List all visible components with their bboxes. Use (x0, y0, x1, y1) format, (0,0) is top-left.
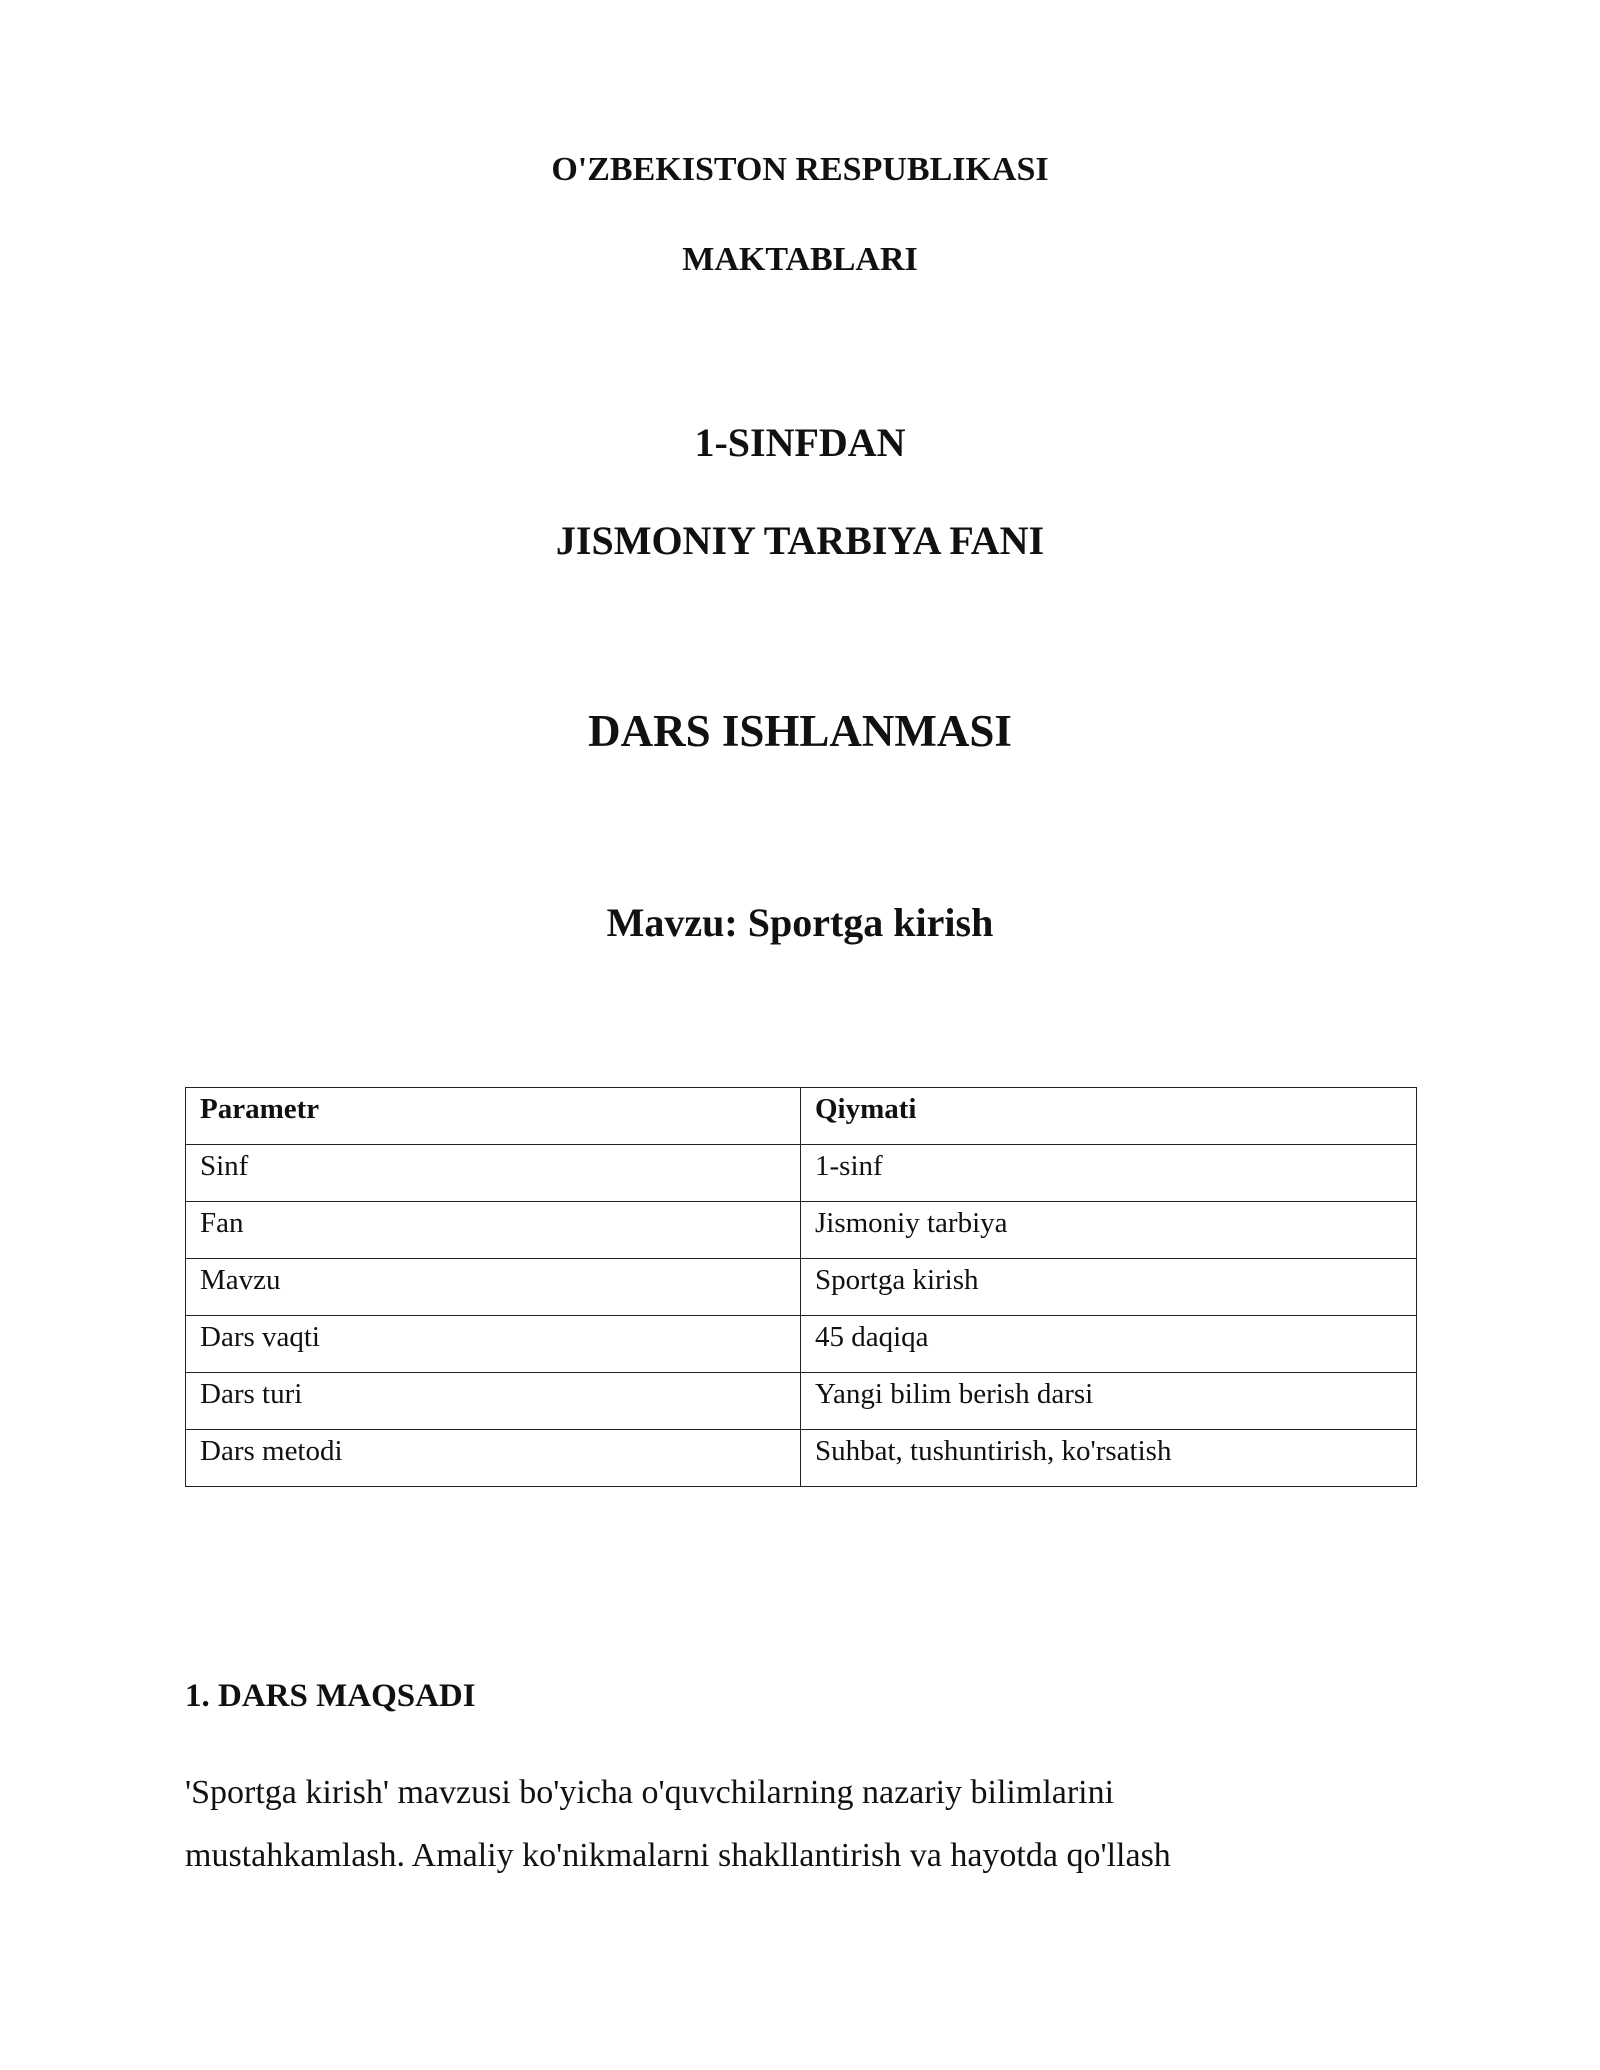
schools-heading: MAKTABLARI (682, 241, 918, 278)
table-row (186, 1373, 1417, 1430)
table-row (186, 1316, 1417, 1373)
value-cell: 1-sinf (801, 1145, 1417, 1202)
parameter-cell: Fan (186, 1202, 801, 1259)
topic-heading: Mavzu: Sportga kirish (606, 900, 994, 945)
subject-heading: JISMONIY TARBIYA FANI (555, 518, 1045, 563)
table-row (186, 1145, 1417, 1202)
parameter-cell: Mavzu (186, 1259, 801, 1316)
grade-heading: 1-SINFDAN (694, 420, 906, 465)
parameter-cell: Dars turi (186, 1373, 801, 1430)
section-title-lesson-goal: 1. DARS MAQSADI (185, 1678, 476, 1714)
value-cell: Yangi bilim berish darsi (801, 1373, 1417, 1430)
paragraph-line: mustahkamlash. Amaliy ko'nikmalarni shakllantirish va hayotda qo'llash (185, 1837, 1171, 1874)
table-row (186, 1202, 1417, 1259)
column-header-value: Qiymati (801, 1088, 1417, 1145)
lesson-parameters-table (185, 1087, 1417, 1487)
paragraph-line: 'Sportga kirish' mavzusi bo'yicha o'quvchilarning nazariy bilimlarini (185, 1774, 1115, 1811)
value-cell: Jismoniy tarbiya (801, 1202, 1417, 1259)
parameter-cell: Sinf (186, 1145, 801, 1202)
table-row (186, 1430, 1417, 1487)
section-body-lesson-goal (185, 1761, 1425, 1887)
value-cell: Suhbat, tushuntirish, ko'rsatish (801, 1430, 1417, 1487)
value-cell: Sportga kirish (801, 1259, 1417, 1316)
table-row (186, 1259, 1417, 1316)
parameter-cell: Dars vaqti (186, 1316, 801, 1373)
table-header-row (186, 1088, 1417, 1145)
parameter-cell: Dars metodi (186, 1430, 801, 1487)
republic-heading: O'ZBEKISTON RESPUBLIKASI (551, 151, 1049, 188)
column-header-parameter: Parametr (186, 1088, 801, 1145)
value-cell: 45 daqiqa (801, 1316, 1417, 1373)
document-title: DARS ISHLANMASI (588, 706, 1012, 756)
